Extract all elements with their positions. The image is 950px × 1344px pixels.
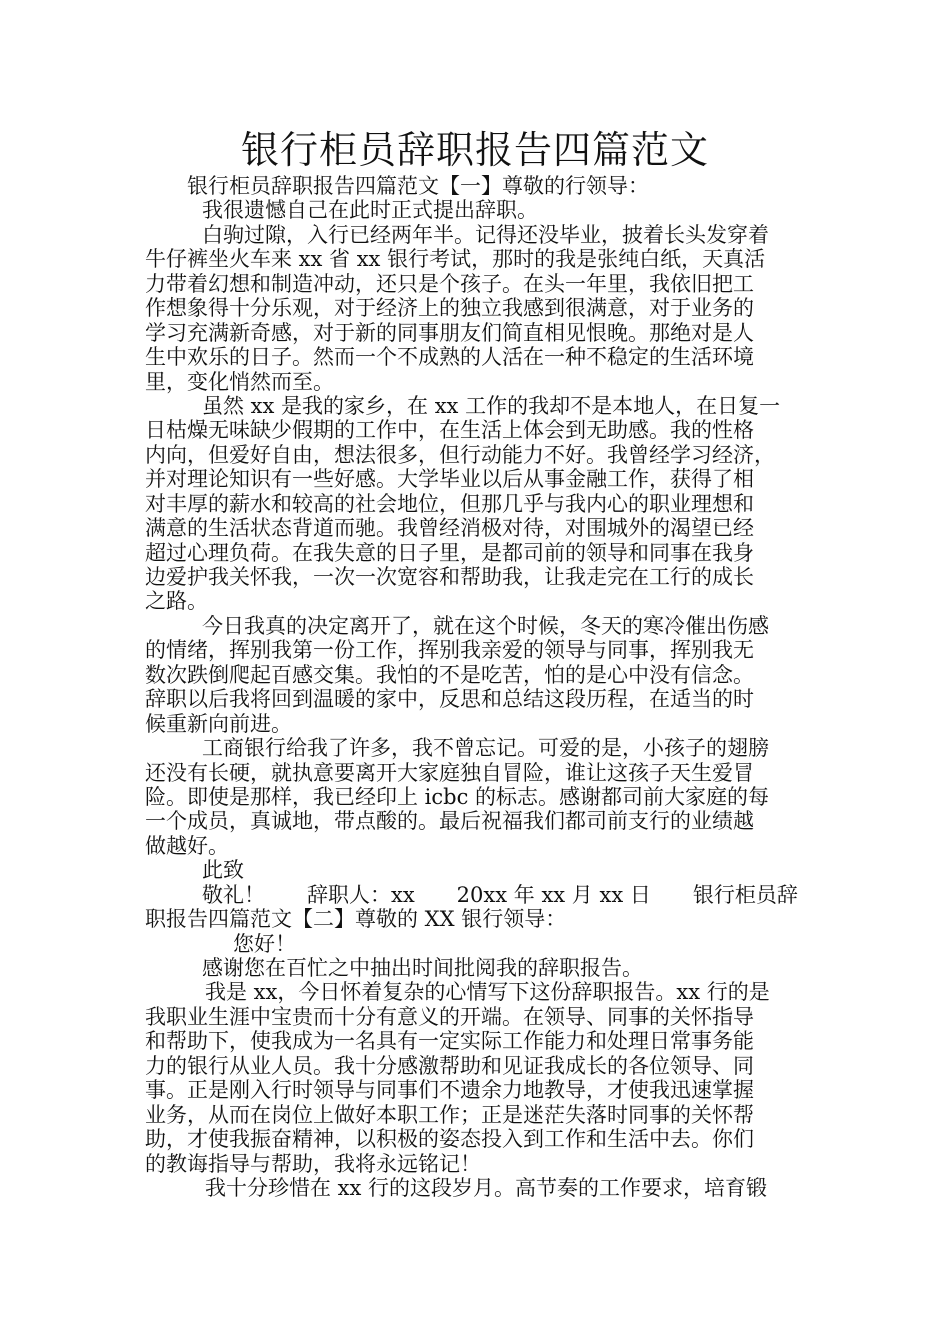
text-line: 数次跌倒爬起百感交集。我怕的不是吃苦，怕的是心中没有信念。 [145, 662, 754, 687]
text-line: 牛仔裤坐火车来 xx 省 xx 银行考试，那时的我是张纯白纸，天真活 [145, 247, 766, 272]
text-line: 作想象得十分乐观，对于经济上的独立我感到很满意，对于业务的 [145, 296, 754, 321]
text-line: 今日我真的决定离开了，就在这个时候，冬天的寒冷催出伤感 [202, 613, 769, 638]
text-line: 虽然 xx 是我的家乡，在 xx 工作的我却不是本地人，在日复一 [202, 393, 781, 418]
text-line: 白驹过隙，入行已经两年半。记得还没毕业，披着长头发穿着 [202, 222, 769, 247]
text-line: 助，才使我振奋精神，以积极的姿态投入到工作和生活中去。你们 [145, 1127, 754, 1152]
text-line: 和帮助下，使我成为一名具有一定实际工作能力和处理日常事务能 [145, 1029, 754, 1054]
text-line: 事。正是刚入行时领导与同事们不遗余力地教导，才使我迅速掌握 [145, 1078, 754, 1103]
text-line: 我职业生涯中宝贵而十分有意义的开端。在领导、同事的关怀指导 [145, 1004, 754, 1029]
text-line: 职报告四篇范文【二】尊敬的 XX 银行领导： [145, 907, 567, 932]
document-title: 银行柜员辞职报告四篇范文 [240, 128, 709, 172]
text-line: 超过心理负荷。在我失意的日子里，是都司前的领导和同事在我身 [145, 540, 754, 565]
text-line: 一个成员，真诚地，带点酸的。最后祝福我们都司前支行的业绩越 [145, 809, 754, 834]
text-line: 对丰厚的薪水和较高的社会地位，但那几乎与我内心的职业理想和 [145, 491, 754, 516]
text-line: 之路。 [145, 589, 208, 614]
text-line: 敬礼！ 辞职人：xx 20xx 年 xx 月 xx 日 银行柜员辞 [202, 882, 798, 907]
document-body [145, 174, 835, 1200]
text-line: 边爱护我关怀我，一次一次宽容和帮助我，让我走完在工行的成长 [145, 565, 754, 589]
text-line: 还没有长硬，就执意要离开大家庭独自冒险，谁让这孩子天生爱冒 [145, 760, 754, 785]
text-line: 感谢您在百忙之中抽出时间批阅我的辞职报告。 [202, 956, 643, 980]
text-line: 工商银行给我了许多，我不曾忘记。可爱的是，小孩子的翅膀 [202, 736, 769, 761]
text-line: 并对理论知识有一些好感。大学毕业以后从事金融工作，获得了相 [145, 467, 754, 492]
text-line: 我十分珍惜在 xx 行的这段岁月。高节奏的工作要求，培育锻 [205, 1175, 768, 1200]
text-line: 生中欢乐的日子。然而一个不成熟的人活在一种不稳定的生活环境 [145, 345, 754, 370]
text-line: 满意的生活状态背道而驰。我曾经消极对待，对围城外的渴望已经 [145, 516, 754, 541]
text-line: 我很遗憾自己在此时正式提出辞职。 [202, 198, 538, 223]
text-line: 险。即使是那样，我已经印上 icbc 的标志。感谢都司前大家庭的每 [145, 784, 770, 809]
text-line: 内向，但爱好自由，想法很多，但行动能力不好。我曾经学习经济， [145, 442, 775, 467]
text-line: 候重新向前进。 [145, 711, 292, 736]
text-line: 力的银行从业人员。我十分感激帮助和见证我成长的各位领导、同 [145, 1053, 754, 1078]
text-line: 您好！ [233, 931, 296, 956]
text-line: 辞职以后我将回到温暖的家中，反思和总结这段历程，在适当的时 [145, 687, 754, 712]
text-line: 的情绪，挥别我第一份工作，挥别我亲爱的领导与同事，挥别我无 [145, 638, 754, 663]
text-line: 做越好。 [145, 833, 229, 858]
text-line: 里，变化悄然而至。 [145, 369, 334, 394]
text-line: 日枯燥无味缺少假期的工作中，在生活上体会到无助感。我的性格 [145, 418, 754, 443]
text-line: 学习充满新奇感，对于新的同事朋友们简直相见恨晚。那绝对是人 [145, 320, 754, 345]
text-line: 的教诲指导与帮助，我将永远铭记！ [145, 1151, 481, 1176]
text-line: 此致 [202, 858, 244, 883]
text-line: 力带着幻想和制造冲动，还只是个孩子。在头一年里，我依旧把工 [145, 271, 754, 296]
text-line: 我是 xx，今日怀着复杂的心情写下这份辞职报告。xx 行的是 [205, 980, 770, 1005]
text-line: 银行柜员辞职报告四篇范文【一】尊敬的行领导： [187, 174, 649, 198]
text-line: 业务，从而在岗位上做好本职工作；正是迷茫失落时同事的关怀帮 [145, 1102, 754, 1127]
